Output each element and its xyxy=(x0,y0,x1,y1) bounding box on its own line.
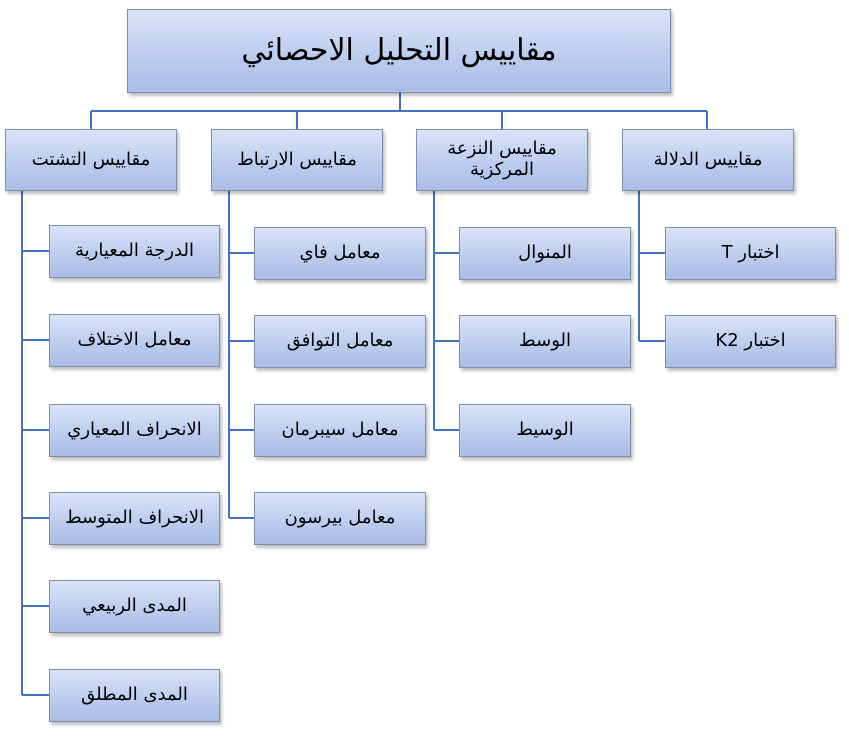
category-dispersion-label: مقاييس التشتت xyxy=(31,148,151,170)
dispersion-item-label: معامل الاختلاف xyxy=(77,329,192,351)
central-tendency-item xyxy=(459,404,631,457)
dispersion-item xyxy=(49,225,220,278)
central-tendency-item-label: الوسيط xyxy=(516,419,574,441)
category-central-tendency-label: مقاييس النزعة المركزية xyxy=(447,138,557,180)
dispersion-item xyxy=(49,669,220,722)
central-tendency-item xyxy=(459,227,631,280)
correlation-item xyxy=(254,315,426,368)
correlation-item xyxy=(254,404,426,457)
correlation-item-label: معامل التوافق xyxy=(286,330,394,352)
dispersion-item-label: المدى المطلق xyxy=(81,684,188,706)
dispersion-item-label: الدرجة المعيارية xyxy=(75,240,194,262)
category-significance-label: مقاييس الدلالة xyxy=(653,148,763,170)
central-tendency-item-label: المنوال xyxy=(518,242,572,264)
dispersion-item xyxy=(49,404,220,457)
category-significance xyxy=(622,129,794,191)
significance-item-label: اختبار K2 xyxy=(715,330,786,352)
significance-item xyxy=(665,315,836,368)
dispersion-item-label: الانحراف المعياري xyxy=(67,419,202,441)
significance-item xyxy=(665,227,836,280)
dispersion-item xyxy=(49,314,220,367)
correlation-item xyxy=(254,227,426,280)
central-tendency-item xyxy=(459,315,631,368)
correlation-item xyxy=(254,492,426,545)
root-node xyxy=(127,9,671,93)
category-central-tendency xyxy=(416,129,588,191)
dispersion-item xyxy=(49,580,220,633)
correlation-item-label: معامل سيبرمان xyxy=(281,419,399,441)
category-correlation xyxy=(211,129,383,191)
root-label: مقاييس التحليل الاحصائي xyxy=(241,32,557,68)
category-correlation-label: مقاييس الارتباط xyxy=(237,148,357,170)
category-dispersion xyxy=(5,129,177,191)
correlation-item-label: معامل بيرسون xyxy=(284,507,396,529)
dispersion-item-label: المدى الربيعي xyxy=(82,595,187,617)
dispersion-item xyxy=(49,492,220,545)
central-tendency-item-label: الوسط xyxy=(519,330,571,352)
correlation-item-label: معامل فاي xyxy=(299,242,381,264)
dispersion-item-label: الانحراف المتوسط xyxy=(65,507,204,529)
significance-item-label: اختبار T xyxy=(721,242,780,264)
